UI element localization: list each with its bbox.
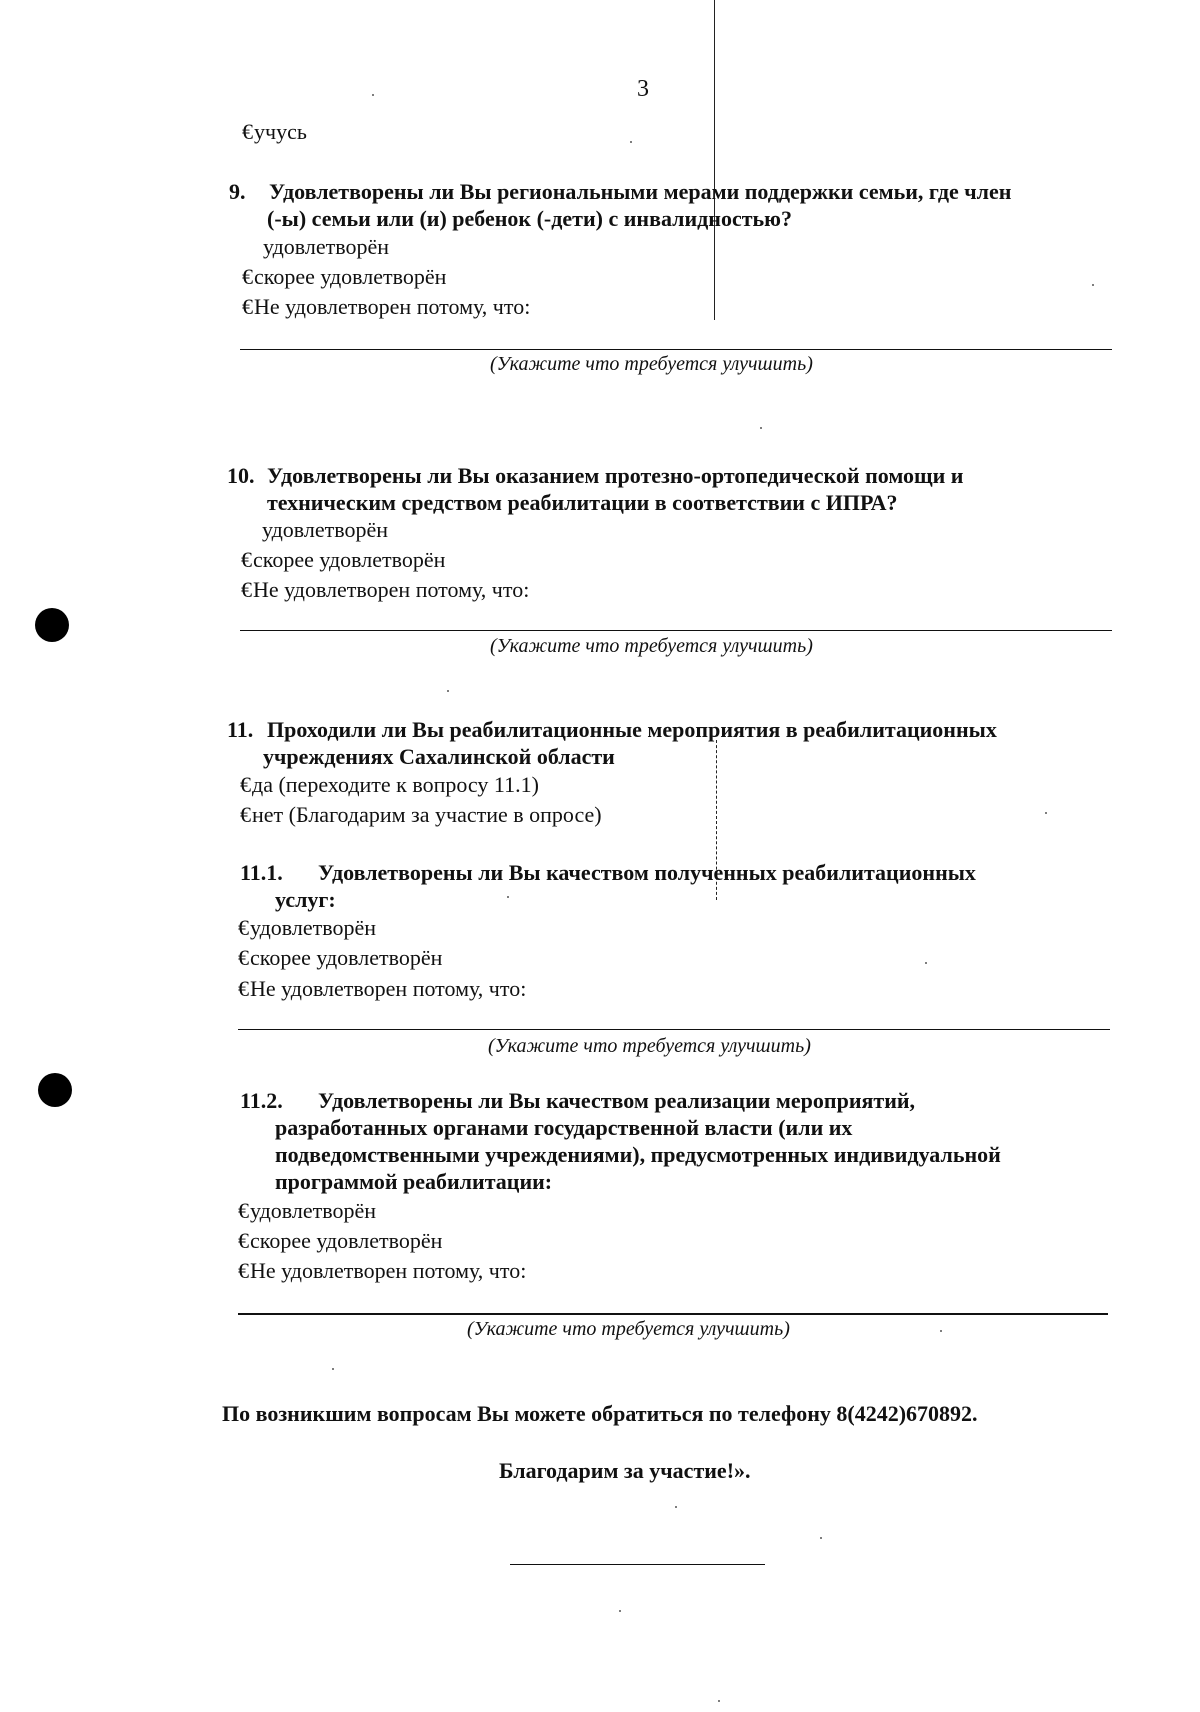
q11-2-option-satisfied[interactable] — [238, 1198, 376, 1224]
question-11-2-title — [240, 1087, 1001, 1195]
q11-2-option-rather-satisfied[interactable] — [238, 1228, 442, 1254]
question-11-title — [227, 716, 997, 770]
question-text-line: Удовлетворены ли Вы качеством реализации мероприятий, — [318, 1088, 916, 1113]
q11-1-answer-line[interactable] — [238, 1029, 1110, 1030]
question-text-line: программой реабилитации: — [275, 1169, 553, 1194]
option-mark: € — [240, 802, 251, 827]
question-10-title — [227, 462, 963, 516]
question-9-title — [229, 178, 1011, 232]
question-text-line: учреждениях Сахалинской области — [263, 744, 615, 769]
scan-speck — [507, 896, 509, 898]
q9-answer-line[interactable] — [240, 349, 1112, 350]
scan-speck — [820, 1537, 822, 1539]
option-label: Не удовлетворен потому, что: — [254, 294, 531, 319]
option-label: удовлетворён — [262, 517, 389, 542]
q10-answer-line[interactable] — [240, 630, 1112, 631]
question-number: 9. — [229, 179, 246, 204]
question-text-line: Удовлетворены ли Вы оказанием протезно-ортопедической помощи и — [267, 463, 964, 488]
option-mark: € — [242, 294, 253, 319]
option-label: Не удовлетворен потому, что: — [253, 577, 530, 602]
scan-speck — [760, 427, 762, 429]
option-label: учусь — [254, 119, 307, 144]
question-text-line: (-ы) семьи или (и) ребенок (-дети) с инвалидностью? — [267, 206, 792, 231]
option-label: да (переходите к вопросу 11.1) — [252, 772, 539, 797]
q11-option-yes[interactable] — [240, 772, 539, 798]
option-mark: € — [242, 119, 253, 144]
question-11-1-title — [240, 859, 976, 913]
option-mark: € — [240, 772, 251, 797]
scan-speck — [1045, 812, 1047, 814]
q9-answer-hint: (Укажите что требуется улучшить) — [490, 353, 813, 375]
scan-speck — [718, 1700, 720, 1702]
option-label: нет (Благодарим за участие в опросе) — [252, 802, 602, 827]
question-text-line: техническим средством реабилитации в соответствии с ИПРА? — [267, 490, 898, 515]
option-mark: € — [241, 547, 252, 572]
page-number: 3 — [637, 76, 649, 102]
q11-1-option-rather-satisfied[interactable] — [238, 945, 442, 971]
question-number: 11.2. — [240, 1088, 283, 1113]
question-text-line: разработанных органами государственной власти (или их — [275, 1115, 853, 1140]
option-label: скорее удовлетворён — [253, 547, 446, 572]
option-mark: € — [238, 915, 249, 940]
option-studying[interactable] — [242, 119, 307, 145]
scan-speck — [372, 94, 374, 96]
option-label: Не удовлетворен потому, что: — [250, 976, 527, 1001]
punch-hole-top — [35, 608, 69, 642]
option-mark: € — [242, 264, 253, 289]
option-label: удовлетворён — [250, 1198, 377, 1223]
option-label: скорее удовлетворён — [254, 264, 447, 289]
question-text-line: услуг: — [275, 887, 336, 912]
option-mark: € — [238, 1228, 249, 1253]
q11-2-answer-hint: (Укажите что требуется улучшить) — [467, 1318, 790, 1340]
option-label: удовлетворён — [263, 234, 390, 259]
scan-fold-line-upper — [714, 0, 715, 320]
contact-phone-note: По возникшим вопросам Вы можете обратиться по телефону 8(4242)670892. — [222, 1401, 978, 1426]
scan-speck — [925, 962, 927, 964]
question-text-line: Удовлетворены ли Вы региональными мерами поддержки семьи, где член — [269, 179, 1012, 204]
question-number: 10. — [227, 463, 255, 488]
scan-speck — [940, 1330, 942, 1332]
option-mark: € — [238, 1258, 249, 1283]
scan-speck — [447, 690, 449, 692]
option-label: скорее удовлетворён — [250, 945, 443, 970]
q10-option-satisfied[interactable] — [262, 517, 388, 543]
q11-1-option-not-satisfied[interactable] — [238, 976, 526, 1002]
option-mark: € — [238, 1198, 249, 1223]
q11-2-answer-line[interactable] — [238, 1313, 1108, 1315]
thank-you-note: Благодарим за участие!». — [499, 1458, 751, 1483]
q11-1-option-satisfied[interactable] — [238, 915, 376, 941]
question-number: 11. — [227, 717, 254, 742]
punch-hole-bottom — [38, 1073, 72, 1107]
question-text-line: подведомственными учреждениями), предусмотренных индивидуальной — [275, 1142, 1001, 1167]
q10-option-rather-satisfied[interactable] — [241, 547, 445, 573]
q10-answer-hint: (Укажите что требуется улучшить) — [490, 635, 813, 657]
option-mark: € — [238, 945, 249, 970]
option-mark: € — [241, 577, 252, 602]
q11-2-option-not-satisfied[interactable] — [238, 1258, 526, 1284]
option-label: скорее удовлетворён — [250, 1228, 443, 1253]
q11-1-answer-hint: (Укажите что требуется улучшить) — [488, 1035, 811, 1057]
q10-option-not-satisfied[interactable] — [241, 577, 529, 603]
scan-speck — [332, 1368, 334, 1370]
q9-option-satisfied[interactable] — [263, 234, 389, 260]
scan-speck — [630, 141, 632, 143]
question-number: 11.1. — [240, 860, 283, 885]
question-text-line: Удовлетворены ли Вы качеством полученных реабилитационных — [318, 860, 976, 885]
q11-option-no[interactable] — [240, 802, 602, 828]
closing-rule — [510, 1564, 765, 1565]
option-label: Не удовлетворен потому, что: — [250, 1258, 527, 1283]
option-mark: € — [238, 976, 249, 1001]
scan-speck — [1092, 284, 1094, 286]
q9-option-rather-satisfied[interactable] — [242, 264, 446, 290]
option-label: удовлетворён — [250, 915, 377, 940]
scan-speck — [675, 1506, 677, 1508]
q9-option-not-satisfied[interactable] — [242, 294, 530, 320]
question-text-line: Проходили ли Вы реабилитационные мероприятия в реабилитационных — [267, 717, 997, 742]
scan-speck — [619, 1610, 621, 1612]
